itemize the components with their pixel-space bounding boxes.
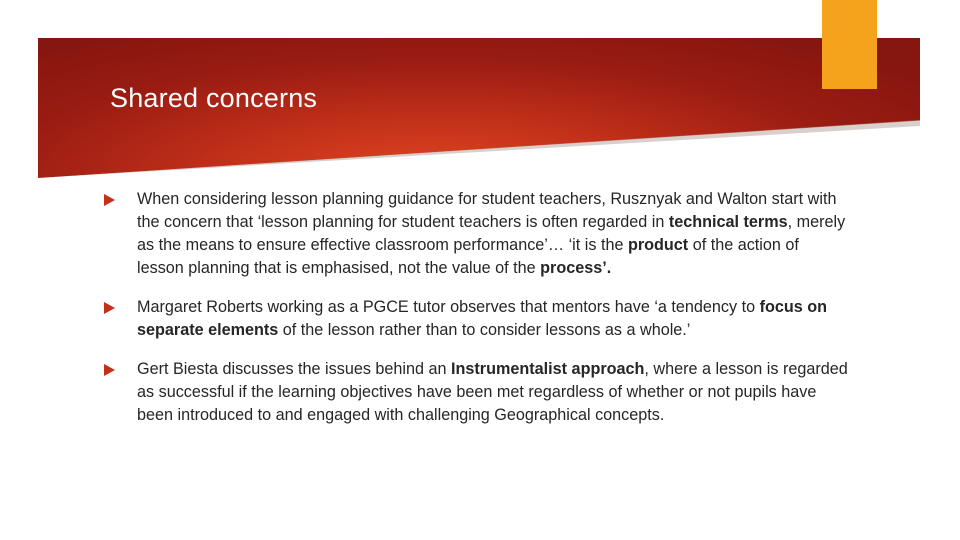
bullet-text-segment: Gert Biesta discusses the issues behind an: [137, 360, 452, 378]
bullet-text-segment: of the lesson rather than to consider lessons as a whole.’: [278, 321, 691, 339]
triangle-bullet-icon: [104, 302, 115, 314]
bullet-text-emphasis: product: [627, 236, 689, 254]
bullet-text: [137, 360, 848, 424]
bullet-text-segment: Margaret Roberts working as a PGCE tutor observes that mentors have ‘a tendency to: [137, 298, 760, 316]
bullet-list: [104, 188, 849, 443]
bullet-text-segment: of the action of lesson planning that is emphasised, not the value of the: [137, 236, 799, 277]
bullet-text-emphasis: technical terms: [668, 213, 788, 231]
slide-title: Shared concerns: [110, 83, 318, 113]
accent-block: [822, 0, 877, 89]
bullet-text: [137, 298, 827, 339]
bullet-item: [104, 296, 849, 342]
triangle-bullet-icon: [104, 364, 115, 376]
bullet-text-segment: When considering lesson planning guidance for student teachers, Rusznyak and Walton start with the concern that ‘lesson planning for student teachers is often regarded in: [137, 190, 837, 231]
bullet-text-segment: , merely as the means to ensure effective classroom performance’… ‘it is the: [137, 213, 846, 254]
bullet-text-emphasis: process’.: [540, 259, 612, 277]
bullet-text-emphasis: Instrumentalist approach: [451, 360, 645, 378]
bullet-text-segment: , where a lesson is regarded as successful if the learning objectives have been met regardless of whether or not pupils have been introduced to and engaged with challenging Geographical concepts.: [137, 360, 848, 424]
bullet-item: [104, 358, 849, 427]
bullet-text-emphasis: focus on separate elements: [137, 298, 828, 339]
triangle-bullet-icon: [104, 194, 115, 206]
bullet-item: [104, 188, 849, 280]
bullet-text: [137, 190, 845, 277]
